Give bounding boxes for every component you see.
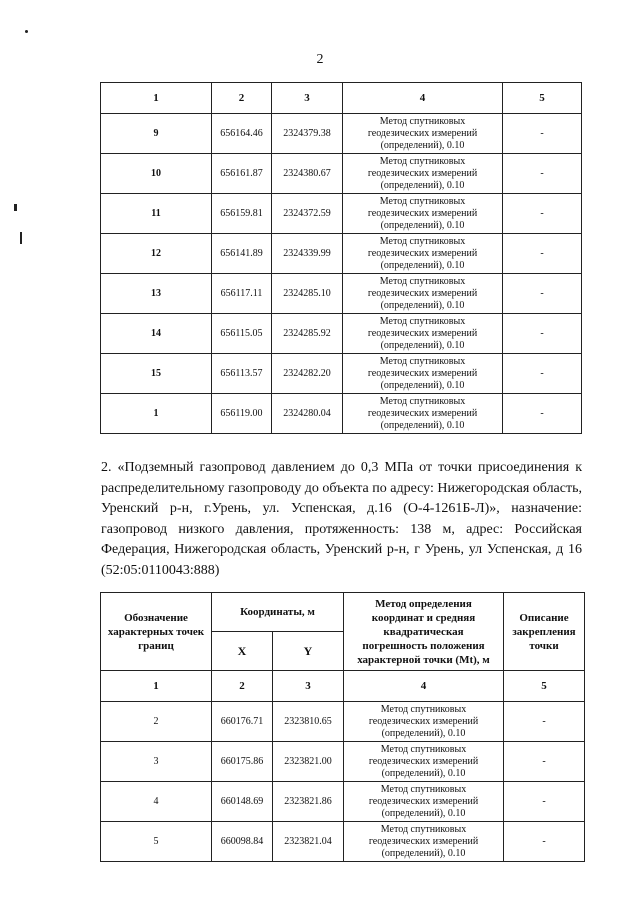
method-line: Метод спутниковых (380, 743, 467, 755)
column-number-row (101, 671, 585, 702)
point-number: 15 (101, 354, 212, 394)
fixing-description: - (504, 702, 585, 742)
method-cell (343, 234, 503, 274)
fixing-description: - (504, 742, 585, 782)
coord-x: 656119.00 (212, 394, 272, 434)
header-cell: 2 (212, 83, 272, 114)
point-number: 3 (101, 742, 212, 782)
table-row (101, 114, 582, 154)
header-cell: 1 (101, 83, 212, 114)
coordinates-table-2 (100, 592, 585, 862)
method-line: (определений), 0.10 (380, 379, 465, 391)
method-cell (344, 742, 504, 782)
coordinates-table-1 (100, 82, 582, 434)
header-line: Обозначение (124, 611, 188, 624)
point-number: 2 (101, 702, 212, 742)
x-header: X (212, 632, 273, 671)
point-number: 9 (101, 114, 212, 154)
header-line: квадратическая (383, 625, 464, 638)
method-line: (определений), 0.10 (380, 219, 465, 231)
fixing-description: - (503, 114, 582, 154)
header-line: координат и средняя (371, 611, 476, 624)
method-line: (определений), 0.10 (381, 727, 466, 739)
header-line: погрешность положения (362, 639, 485, 652)
coordinates-header: Координаты, м (212, 593, 344, 632)
coord-y: 2324285.10 (272, 274, 343, 314)
method-line: геодезических измерений (367, 207, 478, 219)
column-number: 4 (344, 671, 504, 702)
method-line: Метод спутниковых (379, 115, 466, 127)
method-line: геодезических измерений (367, 127, 478, 139)
coord-x: 660148.69 (212, 782, 273, 822)
fixing-description: - (503, 354, 582, 394)
method-line: геодезических измерений (367, 167, 478, 179)
fixing-description: - (504, 782, 585, 822)
table-header-row (101, 83, 582, 114)
coord-y: 2324379.38 (272, 114, 343, 154)
coord-y: 2323810.65 (273, 702, 344, 742)
table-row (101, 274, 582, 314)
y-header: Y (273, 632, 344, 671)
method-line: геодезических измерений (367, 407, 478, 419)
header-line: закрепления (512, 625, 576, 638)
coord-y: 2323821.04 (273, 822, 344, 862)
method-line: Метод спутниковых (379, 195, 466, 207)
coord-y: 2324285.92 (272, 314, 343, 354)
method-line: (определений), 0.10 (381, 847, 466, 859)
coord-y: 2323821.86 (273, 782, 344, 822)
method-cell (343, 394, 503, 434)
fixing-description: - (504, 822, 585, 862)
point-designation-header (101, 593, 212, 671)
coord-y: 2324339.99 (272, 234, 343, 274)
method-cell (343, 354, 503, 394)
method-line: (определений), 0.10 (380, 179, 465, 191)
method-line: геодезических измерений (368, 755, 479, 767)
point-number: 5 (101, 822, 212, 862)
method-line: геодезических измерений (367, 287, 478, 299)
coord-y: 2324380.67 (272, 154, 343, 194)
point-number: 14 (101, 314, 212, 354)
method-line: Метод спутниковых (380, 703, 467, 715)
coord-y: 2324372.59 (272, 194, 343, 234)
method-cell (343, 114, 503, 154)
table-row (101, 782, 585, 822)
fixing-description: - (503, 154, 582, 194)
scan-speck (25, 30, 28, 33)
point-number: 11 (101, 194, 212, 234)
table-row (101, 702, 585, 742)
coord-x: 660098.84 (212, 822, 273, 862)
table-row (101, 314, 582, 354)
column-number: 1 (101, 671, 212, 702)
method-line: Метод спутниковых (379, 275, 466, 287)
coord-y: 2323821.00 (273, 742, 344, 782)
table-row (101, 354, 582, 394)
object-description-paragraph: 2. «Подземный газопровод давлением до 0,3 МПа от точки присоединения к распределительному газопроводу до объекта по адресу: Нижегородская область, Уренский р-н, г.Урень, ул. Успенская, д.16 (О-4-1261Б-Л)», назначение: газопровод низкого давления, протяженность: 138 м, адрес: Российская Федерация, Нижегородская область, Уренский р-н, г Урень, ул Успенская, д 16 (52:05:0110043:888) (101, 460, 582, 578)
method-line: Метод спутниковых (379, 395, 466, 407)
scan-speck (20, 232, 22, 244)
fixing-description-header (504, 593, 585, 671)
method-line: геодезических измерений (367, 247, 478, 259)
method-line: геодезических измерений (368, 715, 479, 727)
method-header (344, 593, 504, 671)
method-line: (определений), 0.10 (380, 299, 465, 311)
coord-y: 2324282.20 (272, 354, 343, 394)
scan-speck (14, 204, 17, 211)
point-number: 13 (101, 274, 212, 314)
method-line: (определений), 0.10 (380, 259, 465, 271)
method-cell (343, 194, 503, 234)
point-number: 10 (101, 154, 212, 194)
point-number: 4 (101, 782, 212, 822)
coord-x: 660175.86 (212, 742, 273, 782)
coord-x: 660176.71 (212, 702, 273, 742)
header-line: точки (529, 639, 559, 652)
table-row (101, 234, 582, 274)
method-line: Метод спутниковых (379, 355, 466, 367)
point-number: 12 (101, 234, 212, 274)
method-line: геодезических измерений (368, 795, 479, 807)
table-row (101, 394, 582, 434)
coord-x: 656113.57 (212, 354, 272, 394)
method-line: Метод спутниковых (379, 155, 466, 167)
coord-x: 656161.87 (212, 154, 272, 194)
header-cell: 4 (343, 83, 503, 114)
method-line: Метод спутниковых (379, 235, 466, 247)
header-line: характерных точек (107, 625, 205, 638)
coord-x: 656141.89 (212, 234, 272, 274)
method-line: геодезических измерений (368, 835, 479, 847)
point-number: 1 (101, 394, 212, 434)
table-row (101, 194, 582, 234)
method-line: (определений), 0.10 (381, 807, 466, 819)
method-line: (определений), 0.10 (381, 767, 466, 779)
fixing-description: - (503, 234, 582, 274)
method-line: (определений), 0.10 (380, 139, 465, 151)
coord-x: 656164.46 (212, 114, 272, 154)
coord-y: 2324280.04 (272, 394, 343, 434)
method-cell (343, 274, 503, 314)
method-line: геодезических измерений (367, 327, 478, 339)
column-number: 3 (273, 671, 344, 702)
method-line: (определений), 0.10 (380, 419, 465, 431)
fixing-description: - (503, 194, 582, 234)
table-header-row (101, 593, 585, 632)
fixing-description: - (503, 274, 582, 314)
column-number: 5 (504, 671, 585, 702)
method-line: Метод спутниковых (380, 783, 467, 795)
method-cell (343, 314, 503, 354)
header-cell: 3 (272, 83, 343, 114)
header-line: характерной точки (Mt), м (357, 653, 490, 666)
method-line: Метод спутниковых (379, 315, 466, 327)
method-cell (343, 154, 503, 194)
method-cell (344, 822, 504, 862)
method-cell (344, 782, 504, 822)
page-number: 2 (316, 52, 324, 67)
table-row (101, 822, 585, 862)
column-number: 2 (212, 671, 273, 702)
header-line: Описание (519, 611, 569, 624)
method-cell (344, 702, 504, 742)
table-row (101, 742, 585, 782)
coord-x: 656159.81 (212, 194, 272, 234)
coord-x: 656115.05 (212, 314, 272, 354)
header-line: границ (138, 639, 174, 652)
table-row (101, 154, 582, 194)
header-cell: 5 (503, 83, 582, 114)
method-line: (определений), 0.10 (380, 339, 465, 351)
coord-x: 656117.11 (212, 274, 272, 314)
header-line: Метод определения (375, 597, 472, 610)
fixing-description: - (503, 314, 582, 354)
fixing-description: - (503, 394, 582, 434)
method-line: Метод спутниковых (380, 823, 467, 835)
method-line: геодезических измерений (367, 367, 478, 379)
